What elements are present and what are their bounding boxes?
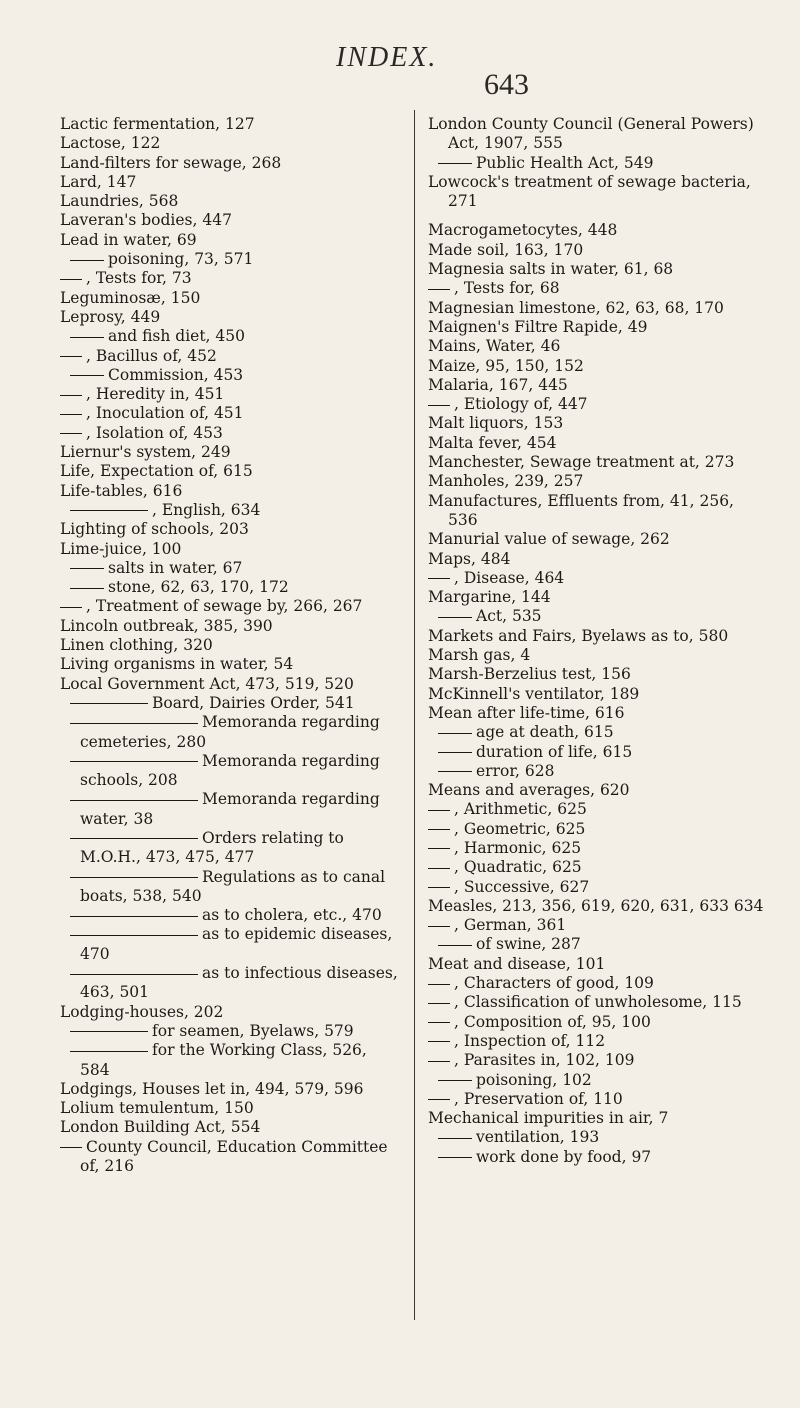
index-entry-text: Linen clothing, 320 [60,636,213,655]
ditto-dash [428,810,450,811]
index-entry-text: Malaria, 167, 445 [428,375,568,394]
index-entry-text: Measles, 213, 356, 619, 620, 631, 633 634 [428,896,764,915]
ditto-dash [428,1003,450,1004]
ditto-dash [438,1157,472,1158]
section-gap [428,211,768,221]
index-entry-text: , German, 361 [454,916,567,935]
ditto-dash [70,510,148,511]
index-entry [428,665,768,684]
index-entry [428,318,768,337]
ditto-dash [438,163,472,164]
page-number: 643 [484,68,529,101]
index-entry-text: Lodging-houses, 202 [60,1002,224,1021]
index-entry [60,231,400,250]
index-entry-text: error, 628 [476,761,555,780]
index-entry-text: Mains, Water, 46 [428,337,561,356]
index-entry [428,588,768,607]
ditto-dash [428,405,450,406]
index-entry [428,646,768,665]
index-entry-text: Macrogametocytes, 448 [428,221,618,240]
index-entry-text: stone, 62, 63, 170, 172 [108,578,289,597]
ditto-dash [70,568,104,569]
ditto-dash [438,771,472,772]
index-entry-text: , Successive, 627 [454,877,590,896]
index-entry-text: Marsh-Berzelius test, 156 [428,665,631,684]
index-entry-text: Manchester, Sewage treatment at, 273 [428,453,735,472]
index-entry-text: Commission, 453 [108,365,244,384]
index-entry-text: , Preservation of, 110 [454,1089,623,1108]
index-entry [60,327,400,346]
index-entry-text: , Isolation of, 453 [86,423,223,442]
index-entry-text: Laveran's bodies, 447 [60,211,232,230]
index-entry-text: , Characters of good, 109 [454,974,654,993]
index-entry-text: Magnesia salts in water, 61, 68 [428,260,674,279]
index-entry [60,250,400,269]
index-entry [60,752,400,791]
ditto-dash [428,868,450,869]
index-entry-text: , Tests for, 68 [454,279,560,298]
index-entry [60,868,400,907]
ditto-dash [70,877,198,878]
index-entry [60,404,400,423]
index-entry-text: poisoning, 73, 571 [108,250,254,269]
index-entry [428,115,768,154]
index-entry [428,878,768,897]
index-entry [428,154,768,173]
index-entry-text: , Inoculation of, 451 [86,404,244,423]
index-entry [60,1138,400,1177]
index-entry [60,1118,400,1137]
index-entry [60,1041,400,1080]
index-entry-text: Lolium temulentum, 150 [60,1099,254,1118]
ditto-dash [70,375,104,376]
index-entry [60,501,400,520]
index-entry-text: Maignen's Filtre Rapide, 49 [428,317,648,336]
ditto-dash [60,414,82,415]
index-entry-text: Lard, 147 [60,172,137,191]
index-entry-text: County Council, Education Committee of, 216 [80,1137,388,1176]
index-entry [428,550,768,569]
index-entry [428,1051,768,1070]
index-entry [60,115,400,134]
ditto-dash [70,1031,148,1032]
ditto-dash [428,926,450,927]
index-entry-text: Memoranda regarding cemeteries, 280 [80,713,380,751]
index-entry [60,906,400,925]
index-entry-text: Act, 535 [476,607,542,626]
index-entry [428,627,768,646]
index-entry-text: Maize, 95, 150, 152 [428,356,584,375]
index-entry [60,1022,400,1041]
index-entry [428,376,768,395]
index-entry [60,636,400,655]
index-entry-text: duration of life, 615 [476,742,633,761]
ditto-dash [428,1022,450,1023]
index-entry [428,743,768,762]
index-entry [60,578,400,597]
index-entry [428,279,768,298]
index-entry-text: Leguminosæ, 150 [60,288,201,307]
index-entry [60,366,400,385]
index-entry-text: Manholes, 239, 257 [428,472,584,491]
index-entry [428,607,768,626]
index-entry-text: Lactic fermentation, 127 [60,115,255,133]
ditto-dash [70,800,198,801]
ditto-dash [60,279,82,280]
ditto-dash [70,723,198,724]
ditto-dash [428,1099,450,1100]
index-entry [60,829,400,868]
index-entry-text: for seamen, Byelaws, 579 [152,1021,354,1040]
index-entry [428,955,768,974]
ditto-dash [428,887,450,888]
index-entry [60,154,400,173]
index-entry [428,723,768,742]
index-entry [428,839,768,858]
ditto-dash [70,935,198,936]
index-entry [428,173,768,212]
index-entry-text: of swine, 287 [476,935,581,954]
ditto-dash [428,1041,450,1042]
ditto-dash [60,607,82,608]
index-entry-text: Mean after life-time, 616 [428,703,625,722]
index-entry [60,1080,400,1099]
index-entry-text: Maps, 484 [428,549,511,568]
index-entry-text: Memoranda regarding water, 38 [80,790,380,828]
ditto-dash [438,752,472,753]
index-entry [60,713,400,752]
ditto-dash [428,1061,450,1062]
index-entry-text: Meat and disease, 101 [428,954,606,973]
index-entry [428,820,768,839]
column-divider [414,110,415,1320]
index-entry [60,559,400,578]
index-entry-text: Lime-juice, 100 [60,539,182,558]
index-entry-text: age at death, 615 [476,723,614,742]
ditto-dash [438,733,472,734]
index-column-right [428,115,768,1167]
index-entry-text: , Etiology of, 447 [454,395,588,414]
index-entry [60,520,400,539]
index-entry-text: Living organisms in water, 54 [60,655,294,674]
index-entry-text: ventilation, 193 [476,1128,600,1147]
index-entry [428,221,768,240]
index-entry [428,762,768,781]
index-entry [60,308,400,327]
index-entry-text: as to epidemic diseases, 470 [80,925,393,963]
index-entry-text: Malta fever, 454 [428,433,557,452]
ditto-dash [438,1138,472,1139]
index-entry [428,337,768,356]
ditto-dash [428,829,450,830]
index-entry [428,1109,768,1128]
ditto-dash [70,761,198,762]
index-entry [60,462,400,481]
index-entry [60,694,400,713]
index-entry-text: Land-filters for sewage, 268 [60,153,282,172]
index-entry-text: , Inspection of, 112 [454,1031,606,1050]
index-entry [60,289,400,308]
index-entry-text: Means and averages, 620 [428,781,630,800]
ditto-dash [70,588,104,589]
index-entry-text: Liernur's system, 249 [60,443,231,462]
index-entry-text: , Composition of, 95, 100 [454,1012,651,1031]
ditto-dash [438,1080,472,1081]
index-entry-text: Lowcock's treatment of sewage bacteria, 271 [428,172,751,211]
index-entry [428,530,768,549]
index-entry-text: Made soil, 163, 170 [428,240,584,259]
index-entry [60,964,400,1003]
ditto-dash [428,289,450,290]
index-entry [428,395,768,414]
ditto-dash [60,1147,82,1148]
index-entry [60,482,400,501]
index-entry [428,260,768,279]
index-entry-text: work done by food, 97 [476,1147,652,1166]
index-entry-text: , Bacillus of, 452 [86,346,217,365]
ditto-dash [428,984,450,985]
index-entry [428,1090,768,1109]
index-entry [428,357,768,376]
index-entry [428,685,768,704]
index-entry [60,385,400,404]
index-entry-text: , Harmonic, 625 [454,838,582,857]
ditto-dash [70,1051,148,1052]
index-entry [428,800,768,819]
index-entry [428,1032,768,1051]
index-entry-text: Lead in water, 69 [60,230,197,249]
index-entry-text: , Tests for, 73 [86,269,192,288]
index-entry [428,241,768,260]
index-entry [60,655,400,674]
index-entry-text: Regulations as to canal boats, 538, 540 [80,867,386,905]
index-entry-text: , Classification of unwholesome, 115 [454,993,742,1012]
index-entry-text: , Disease, 464 [454,568,565,587]
index-entry [60,1099,400,1118]
index-entry [428,858,768,877]
ditto-dash [428,578,450,579]
index-entry-text: London County Council (General Powers) Act, 1907, 555 [428,115,754,153]
ditto-dash [70,337,104,338]
index-entry-text: Manurial value of sewage, 262 [428,530,670,549]
index-entry [428,434,768,453]
index-entry-text: , English, 634 [152,500,261,519]
index-entry [60,192,400,211]
index-entry-text: Lodgings, Houses let in, 494, 579, 596 [60,1079,364,1098]
ditto-dash [70,260,104,261]
index-entry [428,1071,768,1090]
index-entry-text: Life, Expectation of, 615 [60,462,253,481]
index-entry-text: for the Working Class, 526, 584 [80,1041,367,1079]
index-entry-text: , Arithmetic, 625 [454,800,587,819]
index-entry-text: London Building Act, 554 [60,1118,261,1137]
index-entry-text: as to cholera, etc., 470 [202,906,382,925]
index-entry [428,704,768,723]
ditto-dash [70,916,198,917]
ditto-dash [70,974,198,975]
index-entry-text: Orders relating to M.O.H., 473, 475, 477 [80,828,344,867]
index-entry [428,1013,768,1032]
ditto-dash [438,945,472,946]
index-entry-text: Margarine, 144 [428,588,551,607]
index-entry-text: Lactose, 122 [60,134,161,153]
index-entry-text: Mechanical impurities in air, 7 [428,1109,669,1128]
index-entry-text: Local Government Act, 473, 519, 520 [60,674,354,693]
index-entry-text: Life-tables, 616 [60,481,183,500]
index-entry [428,1148,768,1167]
index-entry [428,472,768,491]
index-entry [60,540,400,559]
index-entry-text: as to infectious diseases, 463, 501 [80,964,398,1002]
index-entry [60,424,400,443]
index-entry [428,916,768,935]
index-entry [428,414,768,433]
index-entry [428,781,768,800]
index-entry [60,173,400,192]
index-entry-text: Markets and Fairs, Byelaws as to, 580 [428,626,729,645]
index-entry [60,790,400,829]
index-entry [60,617,400,636]
index-entry [60,443,400,462]
index-entry-text: , Heredity in, 451 [86,385,225,404]
ditto-dash [70,703,148,704]
index-entry-text: Marsh gas, 4 [428,646,531,665]
ditto-dash [60,433,82,434]
index-entry [60,269,400,288]
index-entry [428,935,768,954]
index-entry-text: Lighting of schools, 203 [60,520,249,539]
index-entry-text: , Quadratic, 625 [454,858,582,877]
index-entry [428,1128,768,1147]
index-entry [60,211,400,230]
index-entry [60,347,400,366]
index-entry [428,453,768,472]
index-entry [60,597,400,616]
index-entry-text: , Geometric, 625 [454,819,586,838]
index-entry-text: Public Health Act, 549 [476,153,654,172]
index-entry [60,925,400,964]
index-entry-text: McKinnell's ventilator, 189 [428,684,640,703]
index-entry-text: salts in water, 67 [108,558,243,577]
index-entry-text: , Treatment of sewage by, 266, 267 [86,597,363,616]
ditto-dash [438,617,472,618]
ditto-dash [70,838,198,839]
index-entry [428,492,768,531]
index-entry-text: , Parasites in, 102, 109 [454,1051,635,1070]
index-entry [60,134,400,153]
ditto-dash [428,848,450,849]
index-entry-text: Leprosy, 449 [60,307,161,326]
index-entry-text: and fish diet, 450 [108,327,245,346]
index-entry-text: Malt liquors, 153 [428,414,564,433]
index-entry-text: Laundries, 568 [60,192,179,211]
index-entry-text: Lincoln outbreak, 385, 390 [60,616,273,635]
index-entry-text: Magnesian limestone, 62, 63, 68, 170 [428,298,724,317]
index-entry-text: Manufactures, Effluents from, 41, 256, 536 [428,491,734,529]
index-entry-text: Board, Dairies Order, 541 [152,693,355,712]
index-entry [428,299,768,318]
index-entry [428,569,768,588]
index-entry-text: Memoranda regarding schools, 208 [80,751,380,790]
ditto-dash [60,395,82,396]
index-entry [428,974,768,993]
running-header: INDEX. [336,42,438,73]
index-entry [428,897,768,916]
ditto-dash [60,356,82,357]
index-entry [60,1003,400,1022]
index-entry [428,993,768,1012]
index-column-left [60,115,400,1176]
index-entry [60,675,400,694]
index-entry-text: poisoning, 102 [476,1070,592,1089]
